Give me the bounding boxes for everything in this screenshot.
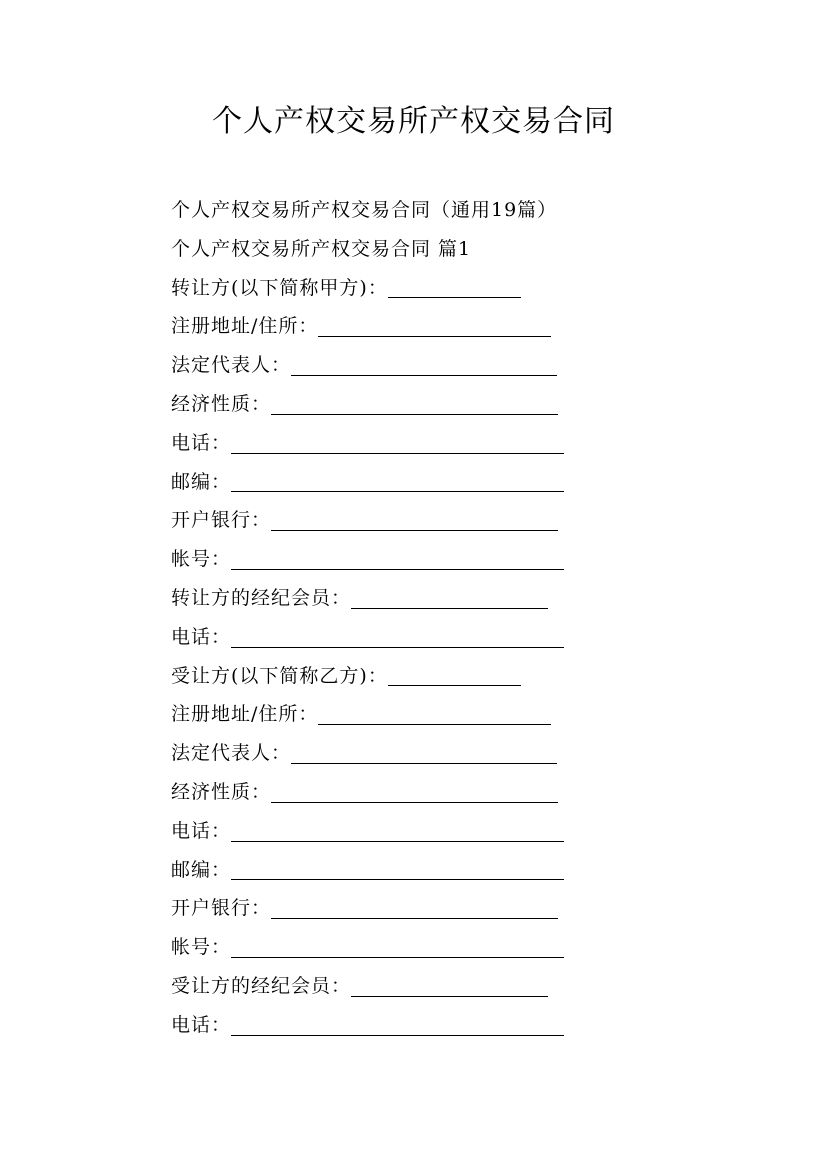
fill-in-blank (388, 297, 521, 298)
field-label: 经济性质： (171, 392, 272, 415)
field-label: 邮编： (171, 858, 232, 881)
fill-in-blank (291, 763, 557, 764)
fill-in-blank (271, 414, 558, 415)
field-label: 电话： (171, 625, 232, 648)
fill-in-blank (231, 841, 564, 842)
field-label: 受让方的经纪会员： (171, 974, 352, 997)
fill-in-blank (231, 647, 564, 648)
form-field (171, 657, 731, 696)
form-field (171, 618, 731, 657)
fill-in-blank (231, 491, 564, 492)
field-label: 经济性质： (171, 780, 272, 803)
form-field (171, 734, 731, 773)
form-field (171, 967, 731, 1006)
fill-in-blank (231, 569, 564, 570)
form-field (171, 579, 731, 618)
fill-in-blank (271, 918, 558, 919)
form-field (171, 307, 731, 346)
document-title: 个人产权交易所产权交易合同 (212, 104, 615, 139)
form-field (171, 1006, 731, 1045)
form-field (171, 928, 731, 967)
form-field (171, 385, 731, 424)
form-field (171, 501, 731, 540)
fill-in-blank (231, 453, 564, 454)
form-field (171, 346, 731, 385)
field-label: 开户银行： (171, 509, 272, 532)
field-label: 开户银行： (171, 897, 272, 920)
form-field (171, 851, 731, 890)
form-field (171, 695, 731, 734)
field-label: 受让方(以下简称乙方)： (171, 664, 388, 687)
form-field (171, 463, 731, 502)
field-label: 法定代表人： (171, 742, 292, 765)
field-label: 法定代表人： (171, 354, 292, 377)
fill-in-blank (318, 724, 551, 725)
fill-in-blank (388, 685, 521, 686)
form-field (171, 889, 731, 928)
fill-in-blank (231, 879, 564, 880)
section-heading: 个人产权交易所产权交易合同 篇1 (171, 237, 472, 260)
fill-in-blank (318, 336, 551, 337)
fill-in-blank (351, 608, 548, 609)
fill-in-blank (271, 802, 558, 803)
form-field (171, 540, 731, 579)
field-label: 邮编： (171, 470, 232, 493)
fill-in-blank (271, 530, 558, 531)
field-label: 注册地址/住所： (171, 703, 319, 726)
field-label: 转让方(以下简称甲方)： (171, 276, 388, 299)
fill-in-blank (231, 957, 564, 958)
field-label: 电话： (171, 819, 232, 842)
field-label: 转让方的经纪会员： (171, 586, 352, 609)
field-label: 注册地址/住所： (171, 315, 319, 338)
fill-in-blank (291, 375, 557, 376)
fill-in-blank (231, 1035, 564, 1036)
fill-in-blank (351, 996, 548, 997)
field-label: 电话： (171, 1013, 232, 1036)
form-field (171, 773, 731, 812)
field-label: 帐号： (171, 936, 232, 959)
field-label: 电话： (171, 431, 232, 454)
document-subtitle: 个人产权交易所产权交易合同（通用19篇） (171, 199, 558, 221)
form-field (171, 812, 731, 851)
field-label: 帐号： (171, 548, 232, 571)
form-field (171, 424, 731, 463)
form-field (171, 269, 731, 308)
document-body (171, 191, 731, 1045)
